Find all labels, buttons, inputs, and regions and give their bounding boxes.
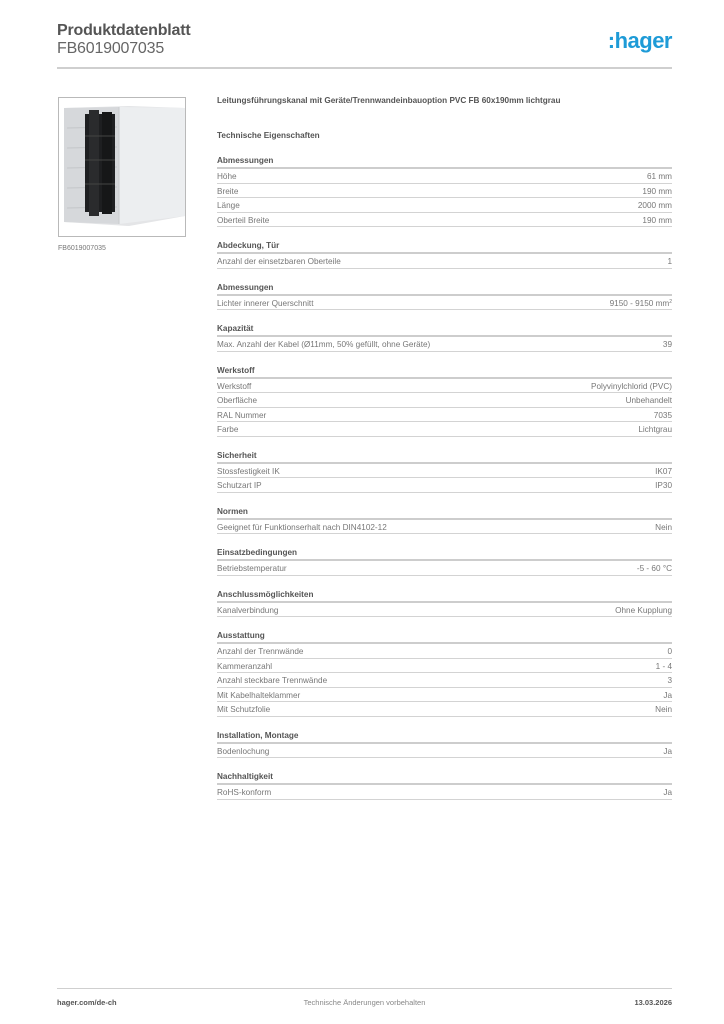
property-value-text: Ja <box>663 690 672 700</box>
property-section <box>217 324 672 352</box>
property-value-text: 9150 - 9150 mm <box>609 298 670 308</box>
property-row <box>217 393 672 408</box>
property-value-text: 1 - 4 <box>655 661 672 671</box>
property-label: Anzahl steckbare Trennwände <box>217 676 328 685</box>
property-section <box>217 590 672 618</box>
property-value <box>656 660 672 673</box>
property-row <box>217 644 672 659</box>
section-title: Ausstattung <box>217 631 672 644</box>
property-value-text: Ja <box>663 746 672 756</box>
section-title: Normen <box>217 507 672 520</box>
footer-date: 13.03.2026 <box>634 998 672 1007</box>
property-value <box>655 479 672 492</box>
main-content <box>217 96 672 800</box>
property-row <box>217 520 672 535</box>
property-row <box>217 408 672 423</box>
property-label: Farbe <box>217 425 239 434</box>
property-value <box>615 604 672 617</box>
property-row <box>217 744 672 759</box>
property-value <box>647 170 672 183</box>
property-row <box>217 561 672 576</box>
cable-duct-illustration <box>59 98 186 237</box>
property-value-text: Nein <box>655 705 672 714</box>
property-value <box>667 255 672 268</box>
section-title: Nachhaltigkeit <box>217 772 672 785</box>
property-label: RAL Nummer <box>217 410 267 420</box>
property-section <box>217 451 672 493</box>
property-section <box>217 366 672 437</box>
property-label: Oberfläche <box>217 396 258 405</box>
property-value-text: 2000 mm <box>637 201 672 210</box>
property-section <box>217 507 672 535</box>
property-row <box>217 422 672 437</box>
property-value <box>667 645 672 658</box>
property-value <box>591 380 672 393</box>
property-label: Breite <box>217 186 239 196</box>
property-section <box>217 283 672 311</box>
property-label: Anzahl der Trennwände <box>217 647 304 656</box>
property-section <box>217 631 672 717</box>
property-label: Mit Kabelhalteklammer <box>217 690 301 700</box>
property-label: RoHS-konform <box>217 788 272 797</box>
footer-divider <box>57 988 672 989</box>
property-row <box>217 673 672 688</box>
property-value-text: 1 <box>667 257 672 266</box>
property-value-text: 7035 <box>653 410 672 420</box>
property-value-text: IK07 <box>655 466 672 476</box>
property-value <box>663 745 672 758</box>
document-title: Produktdatenblatt <box>57 22 191 39</box>
property-value-text: 3 <box>667 676 672 685</box>
property-value-text: 190 mm <box>642 215 672 225</box>
property-row <box>217 464 672 479</box>
property-value <box>655 465 672 478</box>
property-value <box>663 689 672 702</box>
property-value-text: Polyvinylchlorid (PVC) <box>591 381 672 391</box>
property-value <box>667 674 672 687</box>
property-label: Anzahl der einsetzbaren Oberteile <box>217 257 341 266</box>
section-title: Kapazität <box>217 324 672 337</box>
properties-list <box>217 156 672 800</box>
property-row <box>217 785 672 800</box>
property-section <box>217 772 672 800</box>
unit-superscript: 2 <box>669 298 672 305</box>
image-caption: FB6019007035 <box>58 245 106 252</box>
property-row <box>217 688 672 703</box>
section-title: Sicherheit <box>217 451 672 464</box>
section-title: Werkstoff <box>217 366 672 379</box>
property-value <box>663 786 672 799</box>
property-value <box>637 562 672 575</box>
property-row <box>217 603 672 618</box>
property-label: Bodenlochung <box>217 746 270 756</box>
property-section <box>217 156 672 227</box>
property-label: Höhe <box>217 172 237 181</box>
property-value <box>638 423 672 436</box>
property-label: Max. Anzahl der Kabel (Ø11mm, 50% gefüllt, ohne Geräte) <box>217 340 431 349</box>
property-section <box>217 548 672 576</box>
property-value <box>654 409 672 422</box>
property-label: Kanalverbindung <box>217 605 279 615</box>
section-title: Einsatzbedingungen <box>217 548 672 561</box>
section-title: Anschlussmöglichkeiten <box>217 590 672 603</box>
property-value <box>638 199 672 212</box>
property-label: Betriebstemperatur <box>217 564 287 573</box>
section-title: Abmessungen <box>217 283 672 296</box>
property-label: Länge <box>217 201 240 210</box>
property-label: Kammeranzahl <box>217 661 273 671</box>
header-divider <box>57 67 672 69</box>
technical-properties-title: Technische Eigenschaften <box>217 131 320 140</box>
property-row <box>217 478 672 493</box>
footer-website-link[interactable]: hager.com/de-ch <box>57 998 117 1007</box>
hager-logo: :hager <box>607 28 672 53</box>
section-title: Abdeckung, Tür <box>217 241 672 254</box>
article-number: FB6019007035 <box>57 40 165 57</box>
property-value <box>642 185 672 198</box>
property-section <box>217 241 672 269</box>
property-row <box>217 198 672 213</box>
section-title: Abmessungen <box>217 156 672 169</box>
property-row <box>217 659 672 674</box>
footer-disclaimer: Technische Änderungen vorbehalten <box>303 998 426 1007</box>
property-label: Lichter innerer Querschnitt <box>217 298 314 308</box>
property-value <box>655 703 672 716</box>
property-value-text: 61 mm <box>646 172 672 181</box>
property-value <box>655 521 672 534</box>
property-section <box>217 731 672 759</box>
property-row <box>217 702 672 717</box>
property-value-text: Lichtgrau <box>638 425 672 434</box>
property-value-text: Ja <box>663 788 672 797</box>
property-label: Schutzart IP <box>217 481 262 490</box>
property-row <box>217 379 672 394</box>
product-image <box>58 97 186 237</box>
property-value-text: 39 <box>662 340 672 349</box>
property-value <box>610 297 672 310</box>
property-row <box>217 254 672 269</box>
property-row <box>217 169 672 184</box>
property-value-text: Nein <box>655 522 672 532</box>
property-value-text: 190 mm <box>642 186 672 196</box>
property-value-text: Ohne Kupplung <box>615 605 672 615</box>
property-value <box>626 394 672 407</box>
property-label: Stossfestigkeit IK <box>217 466 280 476</box>
page-header <box>57 22 672 68</box>
property-value <box>663 338 672 351</box>
property-row <box>217 296 672 311</box>
section-title: Installation, Montage <box>217 731 672 744</box>
product-description: Leitungsführungskanal mit Geräte/Trennwandeinbauoption PVC FB 60x190mm lichtgrau <box>217 96 561 105</box>
property-label: Werkstoff <box>217 381 252 391</box>
property-row <box>217 337 672 352</box>
property-value-text: Unbehandelt <box>625 396 672 405</box>
property-label: Geeignet für Funktionserhalt nach DIN4102-12 <box>217 522 387 532</box>
property-value-text: 0 <box>667 647 672 656</box>
property-label: Mit Schutzfolie <box>217 705 271 714</box>
property-label: Oberteil Breite <box>217 215 270 225</box>
property-row <box>217 184 672 199</box>
property-value-text: -5 - 60 °C <box>636 564 672 573</box>
property-value <box>642 214 672 227</box>
property-row <box>217 213 672 228</box>
property-value-text: IP30 <box>655 481 672 490</box>
